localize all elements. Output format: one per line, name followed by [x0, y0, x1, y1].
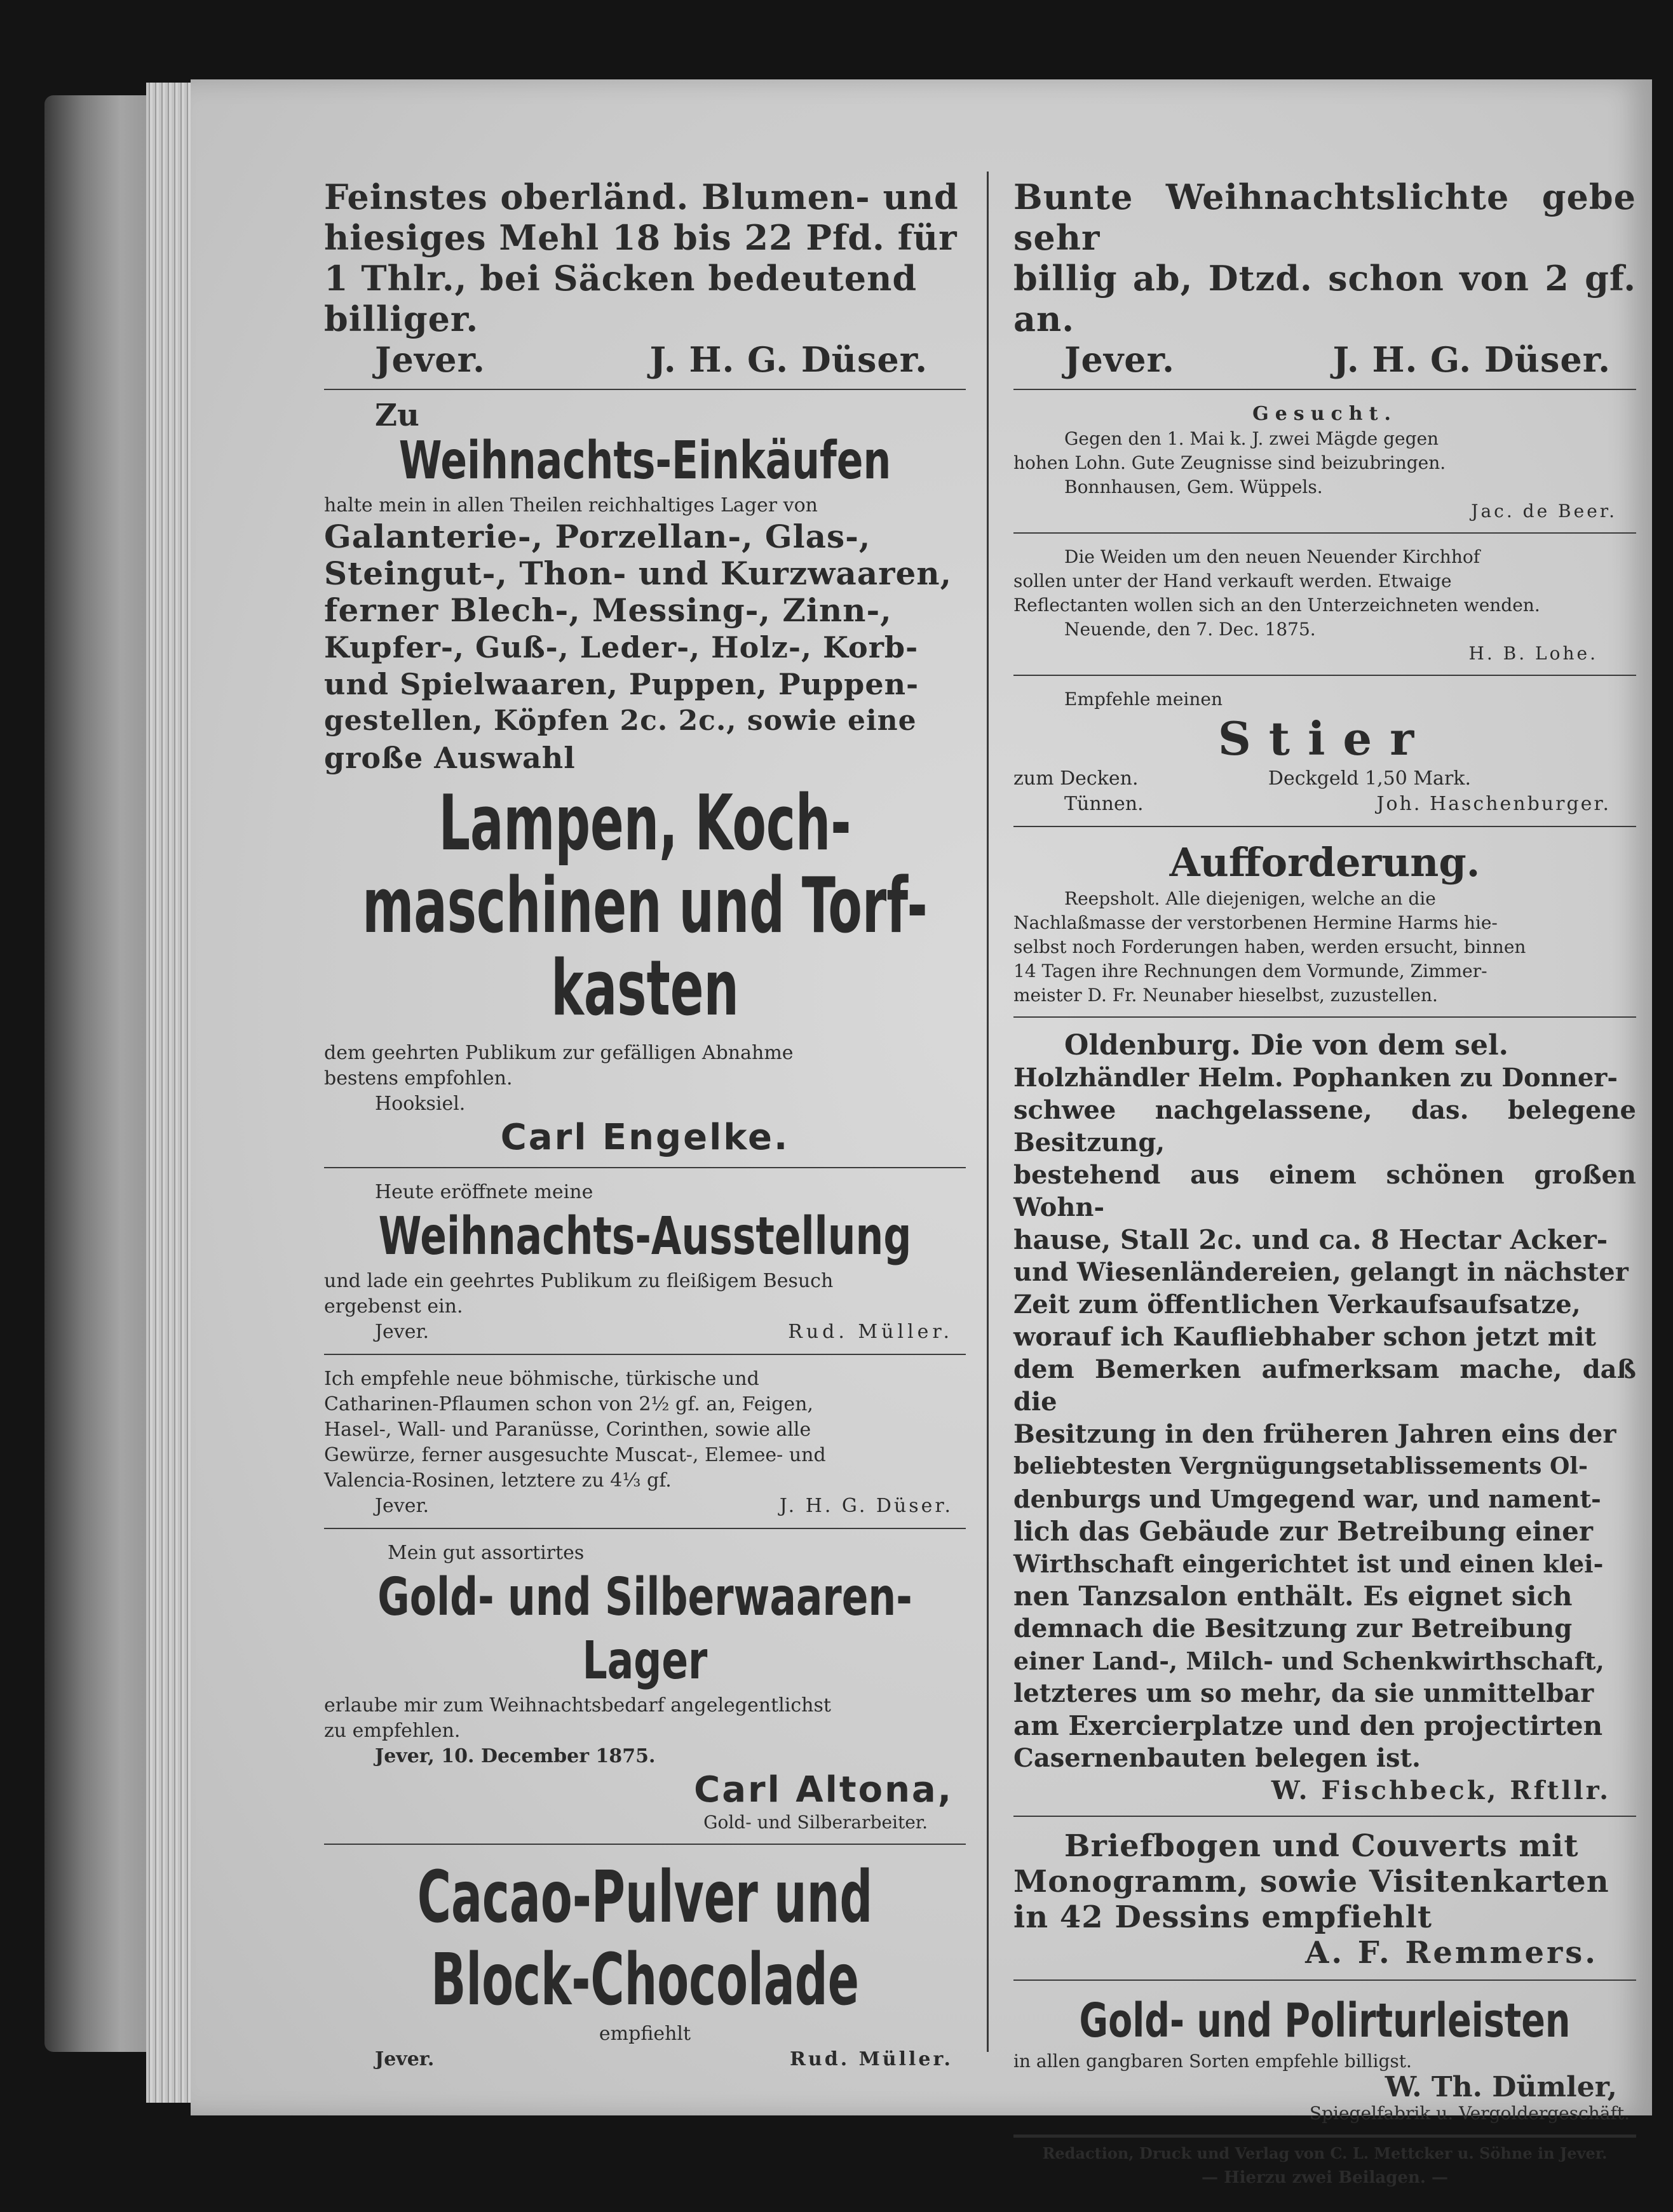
ad-line: Oldenburg. Die von dem sel. [1064, 1029, 1508, 1062]
ad-name: J. H. G. Düser. [649, 339, 928, 380]
ad-place: Hooksiel. [375, 1093, 466, 1115]
ad-place: Bonnhausen, Gem. Wüppels. [1064, 476, 1323, 497]
ad-line: am Exercierplatze und den projectirten [1013, 1710, 1603, 1741]
ad-headline: Block-Chocolade [431, 1939, 859, 2021]
ad-line: Galanterie-, Porzellan-, Glas-, [324, 518, 871, 555]
ad-line: Gewürze, ferner ausgesuchte Muscat-, Elemee- und [324, 1444, 826, 1466]
ad-line: hohen Lohn. Gute Zeugnisse sind beizubringen. [1013, 452, 1446, 473]
ad-title: Gold- und Silberarbeiter. [703, 1812, 928, 1833]
ad-pflaumen [324, 1361, 966, 1529]
ad-line: und Spielwaaren, Puppen, Puppen- [324, 667, 919, 701]
ad-weiden [1013, 540, 1636, 676]
ad-name: H. B. Lohe. [1468, 643, 1598, 664]
ad-line: Besitzung in den früheren Jahren eins der [1013, 1419, 1616, 1449]
ad-headline: Stier [1217, 711, 1432, 765]
ad-zu: Zu [375, 398, 419, 433]
ad-line: 1 Thlr., bei Säcken bedeutend billiger. [324, 258, 918, 339]
ad-aufforderung [1013, 833, 1636, 1018]
ad-line: Briefbogen und Couverts mit [1064, 1828, 1579, 1864]
ad-line: dem Bemerken aufmerksam mache, daß die [1013, 1354, 1636, 1417]
ad-outro: dem geehrten Publikum zur gefälligen Abnahme [324, 1042, 794, 1064]
ad-intro: halte mein in allen Theilen reichhaltiges Lager von [324, 494, 818, 516]
ad-line: demnach die Besitzung zur Betreibung [1013, 1614, 1573, 1643]
ad-line: Holzhändler Helm. Pophanken zu Donner- [1013, 1063, 1618, 1093]
ad-name: Jac. de Beer. [1471, 501, 1617, 522]
ad-name: Rud. Müller. [788, 1321, 953, 1343]
ad-briefbogen [1013, 1823, 1636, 1981]
ad-headline: Gold- und Polirturleisten [1079, 1993, 1571, 2048]
ad-line: bestehend aus einem schönen großen Wohn- [1013, 1160, 1636, 1222]
ad-line: hause, Stall 2c. und ca. 8 Hectar Acker- [1013, 1224, 1608, 1255]
ad-intro: Empfehle meinen [1064, 689, 1223, 710]
ad-signature: Carl Altona, [694, 1769, 953, 1811]
ad-polirturleisten [1013, 1987, 1636, 2138]
ad-line: ergebenst ein. [324, 1295, 463, 1318]
ad-place: Jever. [375, 1495, 430, 1517]
ad-line: und lade ein geehrtes Publikum zu fleißigem Besuch [324, 1270, 834, 1292]
ad-line: denburgs und Umgegend war, und nament- [1013, 1485, 1601, 1513]
ad-headline: Cacao-Pulver und [417, 1856, 873, 1939]
ad-weihnachts-einkaeufe [324, 396, 966, 1168]
ad-line: nen Tanzsalon enthält. Es eignet sich [1013, 1581, 1573, 1612]
ad-headline: Weihnachts-Ausstellung [378, 1206, 912, 1267]
ad-line: Feinstes oberländ. Blumen- und [324, 177, 959, 217]
ad-big-line: kasten [551, 945, 739, 1033]
ad-line: 14 Tagen ihre Rechnungen dem Vormunde, Zimmer- [1013, 961, 1487, 981]
ad-line: worauf ich Kaufliebhaber schon jetzt mit [1013, 1322, 1596, 1352]
ad-line: Monogramm, sowie Visitenkarten [1013, 1864, 1609, 1899]
footer-imprint [1013, 2141, 1636, 2190]
ad-place: Jever. [1064, 339, 1175, 380]
ad-headline: Gold- und Silberwaaren- [377, 1567, 912, 1628]
ad-place: Jever. [375, 339, 485, 380]
ad-line: meister D. Fr. Neunaber hieselbst, zuzustellen. [1013, 985, 1438, 1006]
ad-name: Rud. Müller. [789, 2048, 953, 2070]
ad-title: Gesucht. [1252, 403, 1397, 425]
ad-line: in 42 Dessins empfiehlt [1013, 1899, 1433, 1935]
ad-line: billig ab, Dtzd. schon von 2 gf. an. [1013, 258, 1636, 339]
ad-place: Jever. [375, 1321, 430, 1343]
ad-line: schwee nachgelassene, das. belegene Besitzung, [1013, 1095, 1636, 1157]
ad-line: selbst noch Forderungen haben, werden ersucht, binnen [1013, 936, 1526, 957]
ad-line: Deckgeld 1,50 Mark. [1268, 767, 1471, 790]
ad-headline: Lager [582, 1631, 708, 1691]
ad-headline: Weihnachts-Einkäufen [398, 431, 891, 491]
ad-line: letzteres um so mehr, da sie unmittelbar [1013, 1678, 1594, 1708]
ad-line: einer Land-, Milch- und Schenkwirthschaft, [1013, 1647, 1604, 1675]
ad-sub: empfiehlt [599, 2023, 691, 2045]
ad-big-line: Lampen, Koch- [438, 779, 851, 868]
ad-place: Tünnen. [1064, 793, 1144, 815]
ad-line: beliebtesten Vergnügungsetablissements Ol- [1013, 1453, 1588, 1480]
ad-intro: Heute eröffnete meine [375, 1181, 593, 1203]
ad-oldenburg [1013, 1024, 1636, 1817]
ad-line: Zeit zum öffentlichen Verkaufsaufsatze, [1013, 1290, 1581, 1319]
ad-line: sollen unter der Hand verkauft werden. Etwaige [1013, 570, 1452, 591]
right-column [1013, 172, 1636, 2190]
ad-line: zu empfehlen. [324, 1720, 461, 1742]
ad-line: hiesiges Mehl 18 bis 22 Pfd. für [324, 217, 958, 258]
ad-line: Wirthschaft eingerichtet ist und einen klei- [1013, 1549, 1604, 1578]
ad-line: Hasel-, Wall- und Paranüsse, Corinthen, sowie alle [324, 1419, 811, 1441]
ad-line: Reepsholt. Alle diejenigen, welche an die [1064, 888, 1436, 909]
ad-weihnachtslichte [1013, 172, 1636, 390]
ad-name: J. H. G. Düser. [1332, 339, 1611, 380]
ad-line: Nachlaßmasse der verstorbenen Hermine Harms hie- [1013, 912, 1498, 933]
ad-line: Bunte Weihnachtslichte gebe sehr [1013, 177, 1636, 258]
ad-line: zum Decken. [1013, 767, 1139, 790]
ad-line: Casernenbauten belegen ist. [1013, 1743, 1421, 1773]
imprint-line: Redaction, Druck und Verlag von C. L. Mettcker u. Söhne in Jever. [1042, 2144, 1608, 2162]
ad-gold-silberwaaren [324, 1535, 966, 1845]
ad-stier [1013, 682, 1636, 827]
ad-line: in allen gangbaren Sorten empfehle billigst. [1013, 2051, 1412, 2072]
ad-name: W. Fischbeck, Rftllr. [1271, 1776, 1611, 1805]
ad-weihnachts-ausstellung [324, 1175, 966, 1355]
ad-signature: Carl Engelke. [500, 1117, 790, 1158]
left-column [324, 172, 966, 2087]
ad-line: Catharinen-Pflaumen schon von 2½ gf. an, Feigen, [324, 1393, 813, 1415]
beilagen-note: — Hierzu zwei Beilagen. — [1202, 2168, 1448, 2187]
ad-date: Neuende, den 7. Dec. 1875. [1064, 619, 1316, 640]
ad-line: und Wiesenländereien, gelangt in nächster [1013, 1257, 1629, 1287]
ad-line: große Auswahl [324, 741, 576, 775]
ad-line: Gegen den 1. Mai k. J. zwei Mägde gegen [1064, 428, 1439, 449]
ad-gesucht [1013, 396, 1636, 534]
ad-line: Reflectanten wollen sich an den Unterzeichneten wenden. [1013, 595, 1540, 616]
ad-line: Ich empfehle neue böhmische, türkische und [324, 1368, 759, 1390]
ad-line: Kupfer-, Guß-, Leder-, Holz-, Korb- [324, 630, 919, 664]
column-divider [987, 172, 989, 2052]
ad-line: erlaube mir zum Weihnachtsbedarf angelegentlichst [324, 1694, 831, 1716]
ad-cacao [324, 1851, 966, 2081]
ad-intro: Mein gut assortirtes [388, 1542, 585, 1564]
ad-date: Jever, 10. December 1875. [375, 1745, 656, 1767]
ad-place: Jever. [375, 2048, 435, 2070]
ad-line: Die Weiden um den neuen Neuender Kirchhof [1064, 546, 1480, 567]
ad-outro: bestens empfohlen. [324, 1067, 513, 1089]
ad-line: Valencia-Rosinen, letztere zu 4⅓ gf. [324, 1469, 672, 1492]
ad-mehl [324, 172, 966, 390]
ad-name: J. H. G. Düser. [779, 1495, 953, 1517]
ad-title: Spiegelfabrik u. Vergoldergeschäft. [1309, 2103, 1630, 2124]
ad-big-line: maschinen und Torf- [362, 862, 928, 950]
ad-line: ferner Blech-, Messing-, Zinn-, [324, 591, 892, 629]
ad-line: Steingut-, Thon- und Kurzwaaren, [324, 555, 952, 592]
ad-name: W. Th. Dümler, [1385, 2071, 1617, 2103]
ad-name: Joh. Haschenburger. [1376, 793, 1611, 815]
ad-line: lich das Gebäude zur Betreibung einer [1013, 1516, 1593, 1547]
ad-headline: Aufforderung. [1169, 839, 1480, 886]
ad-name: A. F. Remmers. [1305, 1935, 1598, 1971]
ad-line: gestellen, Köpfen 2c. 2c., sowie eine [324, 705, 917, 737]
